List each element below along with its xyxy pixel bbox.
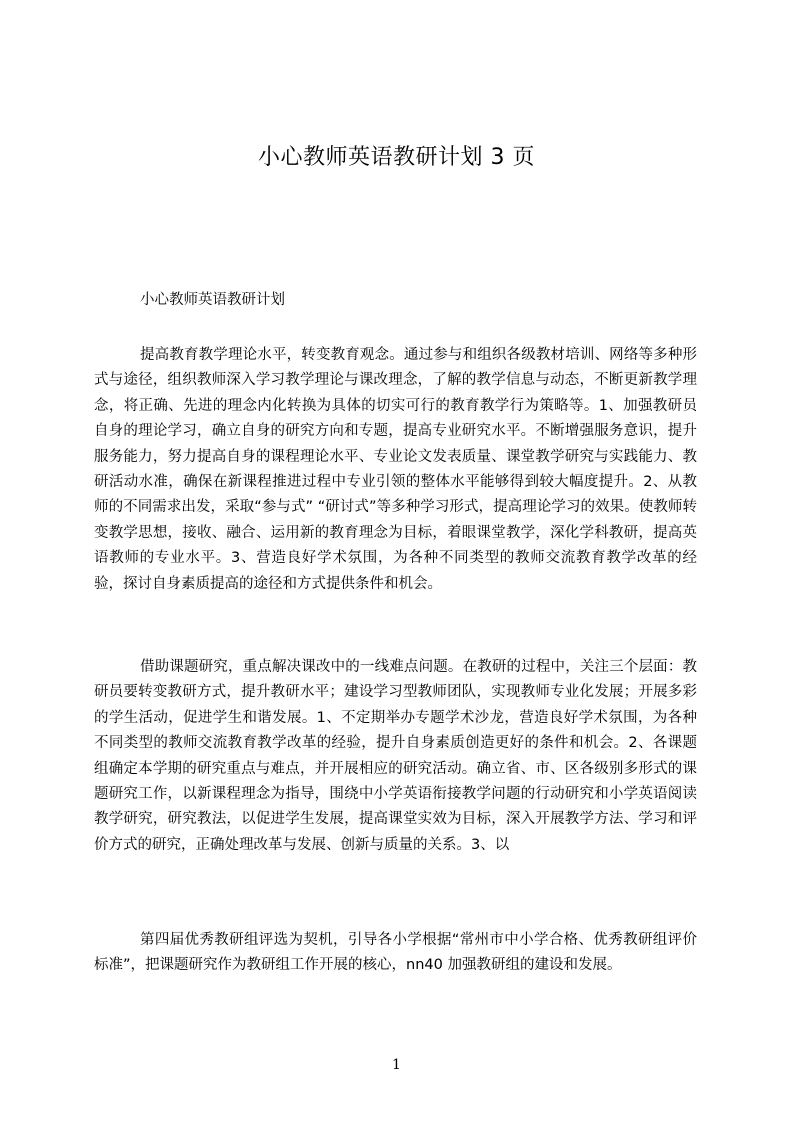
paragraph-3: 第四届优秀教研组评选为契机，引导各小学根据“常州市中小学合格、优秀教研组评价标准”，把课题研究作为教研组工作开展的核心，nn40 加强教研组的建设和发展。 <box>94 932 697 974</box>
paragraph-2: 借助课题研究，重点解决课改中的一线难点问题。在教研的过程中，关注三个层面：教研员要转变教研方式，提升教研水平；建设学习型教师团队，实现教师专业化发展；开展多彩的学生活动，促进学生和谐发展。1、不定期举办专题学术沙龙，营造良好学术氛围，为各种不同类型的教师交流教育教学改革的经验，提升自身素质创造更好的条件和机会。2、各课题组确定本学期的研究重点与难点，并开展相应的研究活动。确立省、市、区各级别多形式的课题研究工作，以新课程理念为指导，围绕中小学英语衔接教学问题的行动研究和小学英语阅读教学研究，研究教法，以促进学生发展，提高课堂实效为目标，深入开展教学方法、学习和评价方式的研究，正确处理改革与发展、创新与质量的关系。3、以 <box>94 659 697 853</box>
page-number: 1 <box>392 1057 401 1073</box>
paragraph-block-3 <box>94 928 697 1008</box>
document-title: 小心教师英语教研计划 3 页 <box>258 145 535 170</box>
paragraph-block-2 <box>94 655 697 887</box>
section-heading: 小心教师英语教研计划 <box>140 292 285 308</box>
paragraph-1: 提高教育教学理论水平，转变教育观念。通过参与和组织各级教材培训、网络等多种形式与途径，组织教师深入学习教学理论与课改理念，了解的教学信息与动态，不断更新教学理念，将正确、先进的理念内化转换为具体的切实可行的教育教学行为策略等。1、加强教研员自身的理论学习，确立自身的研究方向和专题，提高专业研究水平。不断增强服务意识，提升服务能力，努力提高自身的课程理论水平、专业论文发表质量、课堂教学研究与实践能力、教研活动水准，确保在新课程推进过程中专业引领的整体水平能够得到较大幅度提升。2、从教师的不同需求出发，采取“参与式” “研讨式”等多种学习形式，提高理论学习的效果。使教师转变教学思想，接收、融合、运用新的教育理念为目标，着眼课堂教学，深化学科教研，提高英语教师的专业水平。3、营造良好学术氛围，为各种不同类型的教师交流教育教学改革的经验，探讨自身素质提高的途径和方式提供条件和机会。 <box>94 347 697 592</box>
paragraph-block-1 <box>94 343 697 633</box>
